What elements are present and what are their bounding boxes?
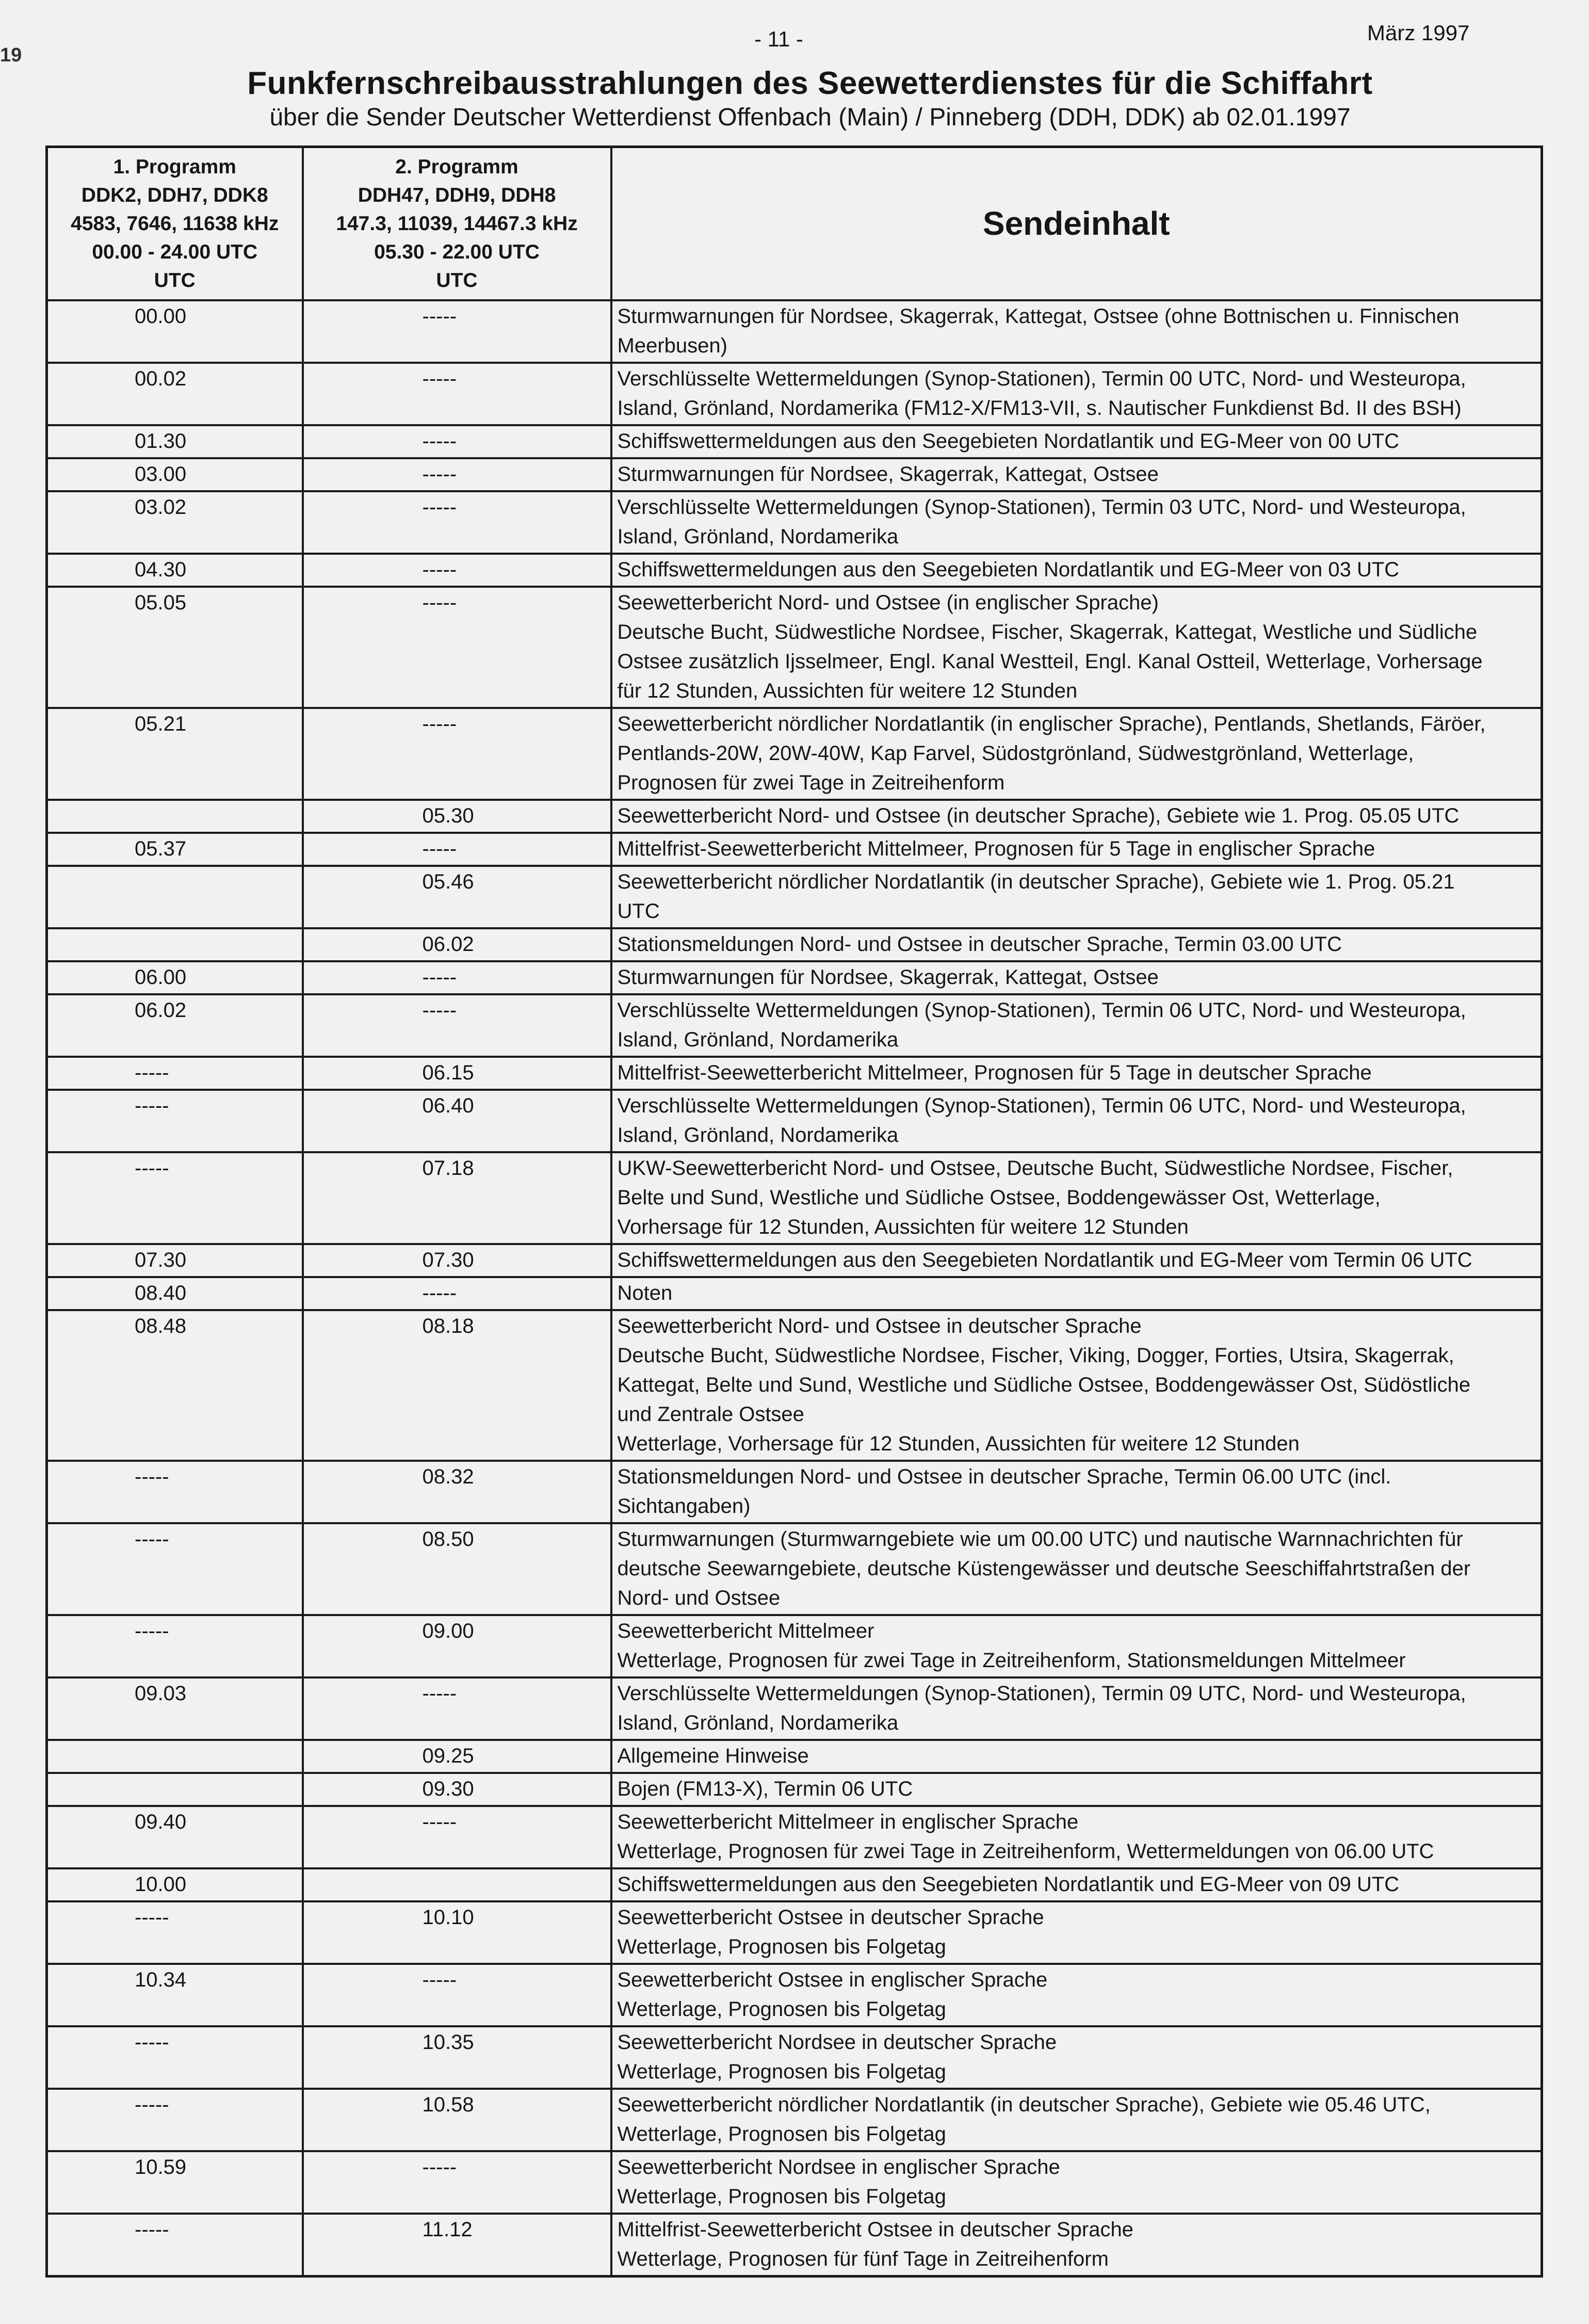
sendeinhalt-line: Schiffswettermeldungen aus den Seegebieten Nordatlantik und EG-Meer von 09 UTC: [617, 1873, 1400, 1896]
time-programm-1: -----: [47, 1057, 303, 1090]
time-programm-1: 06.02: [47, 994, 303, 1057]
sendeinhalt-line: Pentlands-20W, 20W-40W, Kap Farvel, Südostgrönland, Südwestgrönland, Wetterlage,: [617, 742, 1414, 765]
time-programm-1: [47, 1740, 303, 1773]
sendeinhalt-line: Verschlüsselte Wettermeldungen (Synop-Stationen), Termin 06 UTC, Nord- und Westeuropa,: [617, 1094, 1466, 1117]
sendeinhalt-line: Wetterlage, Prognosen bis Folgetag: [617, 2060, 946, 2083]
sendeinhalt-line: Island, Grönland, Nordamerika (FM12-X/FM13-VII, s. Nautischer Funkdienst Bd. II des BSH): [617, 397, 1462, 419]
time-programm-1: 00.02: [47, 363, 303, 425]
time-programm-1: 05.37: [47, 833, 303, 866]
time-programm-1: 06.00: [47, 961, 303, 994]
sendeinhalt-cell: [611, 2026, 1542, 2089]
sendeinhalt-line: und Zentrale Ostsee: [617, 1403, 804, 1426]
table-row: [47, 1244, 1542, 1277]
sendeinhalt-line: Verschlüsselte Wettermeldungen (Synop-Stationen), Termin 06 UTC, Nord- und Westeuropa,: [617, 999, 1466, 1022]
sendeinhalt-cell: [611, 458, 1542, 491]
time-programm-1: 07.30: [47, 1244, 303, 1277]
time-programm-1: 08.48: [47, 1310, 303, 1461]
page-subtitle: über die Sender Deutscher Wetterdienst Offenbach (Main) / Pinneberg (DDH, DDK) ab 02.01.1997: [269, 104, 1351, 131]
sendeinhalt-line: Nord- und Ostsee: [617, 1587, 781, 1609]
sendeinhalt-line: Bojen (FM13-X), Termin 06 UTC: [617, 1778, 913, 1800]
sendeinhalt-line: Meerbusen): [617, 334, 727, 357]
sendeinhalt-line: UTC: [617, 900, 660, 923]
sendeinhalt-cell: [611, 1461, 1542, 1523]
sendeinhalt-cell: [611, 300, 1542, 363]
time-programm-1: 10.34: [47, 1964, 303, 2026]
table-row: [47, 708, 1542, 800]
sendeinhalt-cell: [611, 994, 1542, 1057]
sendeinhalt-cell: [611, 1868, 1542, 1901]
sendeinhalt-cell: [611, 1806, 1542, 1868]
time-programm-1: 10.00: [47, 1868, 303, 1901]
header-programm-2: 2. Programm DDH47, DDH9, DDH8 147.3, 11039, 14467.3 kHz 05.30 - 22.00 UTC UTC: [303, 147, 611, 301]
table-row: [47, 1615, 1542, 1677]
time-programm-1: 01.30: [47, 425, 303, 458]
sendeinhalt-cell: [611, 1310, 1542, 1461]
time-programm-1: 05.21: [47, 708, 303, 800]
time-programm-1: [47, 928, 303, 961]
sendeinhalt-cell: [611, 554, 1542, 587]
time-programm-2: -----: [303, 425, 611, 458]
document-date: März 1997: [1367, 21, 1470, 45]
sendeinhalt-line: Belte und Sund, Westliche und Südliche Ostsee, Boddengewässer Ost, Wetterlage,: [617, 1186, 1381, 1209]
table-row: [47, 363, 1542, 425]
sendeinhalt-line: Verschlüsselte Wettermeldungen (Synop-Stationen), Termin 00 UTC, Nord- und Westeuropa,: [617, 367, 1466, 390]
time-programm-1: 04.30: [47, 554, 303, 587]
table-row: [47, 458, 1542, 491]
table-row: [47, 1773, 1542, 1806]
table-row: [47, 554, 1542, 587]
sendeinhalt-line: Ostsee zusätzlich Ijsselmeer, Engl. Kanal Westteil, Engl. Kanal Ostteil, Wetterlage, Vorhersage: [617, 650, 1483, 673]
table-row: [47, 587, 1542, 708]
sendeinhalt-cell: [611, 1901, 1542, 1964]
table-header-row: [47, 147, 1542, 301]
time-programm-2: 09.30: [303, 1773, 611, 1806]
time-programm-2: -----: [303, 1677, 611, 1740]
sendeinhalt-cell: [611, 1057, 1542, 1090]
sendeinhalt-cell: [611, 1152, 1542, 1244]
sendeinhalt-line: Seewetterbericht Mittelmeer in englischer Sprache: [617, 1811, 1079, 1833]
sendeinhalt-cell: [611, 1615, 1542, 1677]
sendeinhalt-cell: [611, 2151, 1542, 2214]
sendeinhalt-cell: [611, 1277, 1542, 1310]
time-programm-2: 06.40: [303, 1090, 611, 1152]
table-row: [47, 2026, 1542, 2089]
time-programm-2: -----: [303, 708, 611, 800]
table-row: [47, 1057, 1542, 1090]
header-sendeinhalt: Sendeinhalt: [611, 147, 1542, 301]
sendeinhalt-line: deutsche Seewarngebiete, deutsche Küstengewässer und deutsche Seeschiffahrtstraßen der: [617, 1557, 1471, 1580]
sendeinhalt-cell: [611, 1244, 1542, 1277]
sendeinhalt-line: Kattegat, Belte und Sund, Westliche und Südliche Ostsee, Boddengewässer Ost, Südöstliche: [617, 1374, 1471, 1396]
sendeinhalt-line: Sichtangaben): [617, 1495, 751, 1518]
table-row: [47, 2089, 1542, 2151]
sendeinhalt-line: Wetterlage, Vorhersage für 12 Stunden, Aussichten für weitere 12 Stunden: [617, 1432, 1300, 1455]
sendeinhalt-cell: [611, 491, 1542, 554]
table-row: [47, 833, 1542, 866]
time-programm-2: 07.30: [303, 1244, 611, 1277]
sendeinhalt-line: Schiffswettermeldungen aus den Seegebieten Nordatlantik und EG-Meer von 03 UTC: [617, 558, 1400, 581]
time-programm-1: 03.00: [47, 458, 303, 491]
time-programm-1: 00.00: [47, 300, 303, 363]
sendeinhalt-cell: [611, 363, 1542, 425]
sendeinhalt-line: Seewetterbericht Nordsee in deutscher Sprache: [617, 2031, 1057, 2054]
table-row: [47, 1152, 1542, 1244]
sendeinhalt-line: Vorhersage für 12 Stunden, Aussichten für weitere 12 Stunden: [617, 1216, 1189, 1238]
sendeinhalt-line: Wetterlage, Prognosen bis Folgetag: [617, 1998, 946, 2021]
table-row: [47, 1806, 1542, 1868]
time-programm-2: 10.58: [303, 2089, 611, 2151]
sendeinhalt-cell: [611, 1740, 1542, 1773]
sendeinhalt-cell: [611, 833, 1542, 866]
sendeinhalt-line: Wetterlage, Prognosen bis Folgetag: [617, 2123, 946, 2145]
time-programm-1: -----: [47, 1152, 303, 1244]
sendeinhalt-cell: [611, 866, 1542, 928]
time-programm-2: -----: [303, 554, 611, 587]
sendeinhalt-line: Sturmwarnungen für Nordsee, Skagerrak, Kattegat, Ostsee: [617, 463, 1159, 486]
sendeinhalt-line: Prognosen für zwei Tage in Zeitreihenform: [617, 771, 1005, 794]
time-programm-2: 11.12: [303, 2214, 611, 2277]
table-row: [47, 425, 1542, 458]
time-programm-1: -----: [47, 1523, 303, 1615]
time-programm-1: -----: [47, 1615, 303, 1677]
table-row: [47, 994, 1542, 1057]
sendeinhalt-cell: [611, 1523, 1542, 1615]
sendeinhalt-line: Island, Grönland, Nordamerika: [617, 1712, 899, 1734]
sendeinhalt-cell: [611, 425, 1542, 458]
table-row: [47, 928, 1542, 961]
sendeinhalt-line: Wetterlage, Prognosen bis Folgetag: [617, 2185, 946, 2208]
time-programm-1: 08.40: [47, 1277, 303, 1310]
table-row: [47, 1964, 1542, 2026]
time-programm-1: -----: [47, 1461, 303, 1523]
sendeinhalt-cell: [611, 2089, 1542, 2151]
sendeinhalt-line: Verschlüsselte Wettermeldungen (Synop-Stationen), Termin 03 UTC, Nord- und Westeuropa,: [617, 496, 1466, 519]
schedule-rows: [47, 300, 1542, 2277]
time-programm-1: -----: [47, 2214, 303, 2277]
sendeinhalt-line: Deutsche Bucht, Südwestliche Nordsee, Fischer, Viking, Dogger, Forties, Utsira, Skagerrak,: [617, 1344, 1454, 1367]
time-programm-2: 06.02: [303, 928, 611, 961]
time-programm-2: 06.15: [303, 1057, 611, 1090]
sendeinhalt-line: Schiffswettermeldungen aus den Seegebieten Nordatlantik und EG-Meer von 00 UTC: [617, 430, 1400, 453]
sendeinhalt-line: Seewetterbericht Nord- und Ostsee (in englischer Sprache): [617, 591, 1159, 614]
time-programm-2: 08.32: [303, 1461, 611, 1523]
time-programm-2: [303, 1868, 611, 1901]
time-programm-2: -----: [303, 961, 611, 994]
sendeinhalt-line: Seewetterbericht nördlicher Nordatlantik (in englischer Sprache), Pentlands, Shetlands, Färöer,: [617, 713, 1486, 735]
header-programm-1: 1. Programm DDK2, DDH7, DDK8 4583, 7646, 11638 kHz 00.00 - 24.00 UTC UTC: [47, 147, 303, 301]
time-programm-1: 09.40: [47, 1806, 303, 1868]
time-programm-2: -----: [303, 1964, 611, 2026]
sendeinhalt-line: Seewetterbericht Nord- und Ostsee in deutscher Sprache: [617, 1315, 1142, 1337]
time-programm-2: -----: [303, 491, 611, 554]
time-programm-2: -----: [303, 994, 611, 1057]
sendeinhalt-line: Seewetterbericht nördlicher Nordatlantik (in deutscher Sprache), Gebiete wie 05.46 UTC,: [617, 2093, 1431, 2116]
time-programm-1: [47, 866, 303, 928]
sendeinhalt-line: UKW-Seewetterbericht Nord- und Ostsee, Deutsche Bucht, Südwestliche Nordsee, Fischer,: [617, 1157, 1453, 1180]
time-programm-1: [47, 800, 303, 833]
sendeinhalt-line: Sturmwarnungen für Nordsee, Skagerrak, Kattegat, Ostsee: [617, 966, 1159, 989]
sendeinhalt-line: Wetterlage, Prognosen für zwei Tage in Zeitreihenform, Stationsmeldungen Mittelmeer: [617, 1649, 1406, 1672]
table-row: [47, 1277, 1542, 1310]
sendeinhalt-line: Wetterlage, Prognosen für fünf Tage in Zeitreihenform: [617, 2248, 1109, 2270]
time-programm-1: 09.03: [47, 1677, 303, 1740]
sendeinhalt-line: Deutsche Bucht, Südwestliche Nordsee, Fischer, Skagerrak, Kattegat, Westliche und Südliche: [617, 621, 1478, 643]
sendeinhalt-cell: [611, 961, 1542, 994]
time-programm-1: -----: [47, 2089, 303, 2151]
sendeinhalt-line: Sturmwarnungen für Nordsee, Skagerrak, Kattegat, Ostsee (ohne Bottnischen u. Finnischen: [617, 305, 1460, 328]
table-row: [47, 2214, 1542, 2277]
table-row: [47, 1090, 1542, 1152]
time-programm-1: -----: [47, 2026, 303, 2089]
sendeinhalt-cell: [611, 587, 1542, 708]
sendeinhalt-line: Seewetterbericht Nord- und Ostsee (in deutscher Sprache), Gebiete wie 1. Prog. 05.05 UTC: [617, 804, 1460, 827]
sendeinhalt-line: für 12 Stunden, Aussichten für weitere 12 Stunden: [617, 680, 1078, 702]
sendeinhalt-line: Mittelfrist-Seewetterbericht Ostsee in deutscher Sprache: [617, 2218, 1133, 2241]
time-programm-2: 07.18: [303, 1152, 611, 1244]
time-programm-1: [47, 1773, 303, 1806]
sendeinhalt-cell: [611, 1964, 1542, 2026]
sendeinhalt-line: Island, Grönland, Nordamerika: [617, 1028, 899, 1051]
sendeinhalt-cell: [611, 1090, 1542, 1152]
sendeinhalt-line: Noten: [617, 1282, 673, 1304]
sendeinhalt-line: Seewetterbericht nördlicher Nordatlantik (in deutscher Sprache), Gebiete wie 1. Prog. 05.21: [617, 870, 1455, 893]
table-row: [47, 1523, 1542, 1615]
sendeinhalt-line: Stationsmeldungen Nord- und Ostsee in deutscher Sprache, Termin 03.00 UTC: [617, 933, 1342, 956]
sendeinhalt-cell: [611, 1773, 1542, 1806]
time-programm-2: 09.00: [303, 1615, 611, 1677]
table-row: [47, 1868, 1542, 1901]
sendeinhalt-cell: [611, 800, 1542, 833]
sendeinhalt-cell: [611, 1677, 1542, 1740]
time-programm-1: 10.59: [47, 2151, 303, 2214]
sendeinhalt-line: Stationsmeldungen Nord- und Ostsee in deutscher Sprache, Termin 06.00 UTC (incl.: [617, 1465, 1391, 1488]
sendeinhalt-line: Verschlüsselte Wettermeldungen (Synop-Stationen), Termin 09 UTC, Nord- und Westeuropa,: [617, 1682, 1466, 1705]
time-programm-1: -----: [47, 1090, 303, 1152]
table-row: [47, 1740, 1542, 1773]
page-title: Funkfernschreibausstrahlungen des Seewetterdienstes für die Schiffahrt: [247, 66, 1373, 101]
time-programm-1: -----: [47, 1901, 303, 1964]
sendeinhalt-line: Wetterlage, Prognosen bis Folgetag: [617, 1935, 946, 1958]
time-programm-2: 05.46: [303, 866, 611, 928]
time-programm-2: 10.35: [303, 2026, 611, 2089]
sendeinhalt-line: Island, Grönland, Nordamerika: [617, 1124, 899, 1147]
sendeinhalt-line: Island, Grönland, Nordamerika: [617, 525, 899, 548]
sendeinhalt-cell: [611, 928, 1542, 961]
sendeinhalt-line: Allgemeine Hinweise: [617, 1745, 809, 1767]
table-row: [47, 800, 1542, 833]
time-programm-2: -----: [303, 2151, 611, 2214]
time-programm-2: -----: [303, 458, 611, 491]
table-row: [47, 491, 1542, 554]
time-programm-2: -----: [303, 1806, 611, 1868]
table-row: [47, 1677, 1542, 1740]
sendeinhalt-line: Seewetterbericht Nordsee in englischer Sprache: [617, 2156, 1060, 2178]
margin-page-number: 19: [0, 44, 22, 66]
sendeinhalt-line: Mittelfrist-Seewetterbericht Mittelmeer, Prognosen für 5 Tage in englischer Sprache: [617, 837, 1375, 860]
time-programm-2: 08.50: [303, 1523, 611, 1615]
sendeinhalt-line: Seewetterbericht Ostsee in englischer Sprache: [617, 1968, 1048, 1991]
sendeinhalt-line: Seewetterbericht Ostsee in deutscher Sprache: [617, 1906, 1044, 1929]
sendeinhalt-line: Sturmwarnungen (Sturmwarngebiete wie um 00.00 UTC) und nautische Warnnachrichten für: [617, 1528, 1463, 1551]
table-row: [47, 1901, 1542, 1964]
page-number: - 11 -: [754, 27, 803, 51]
sendeinhalt-line: Schiffswettermeldungen aus den Seegebieten Nordatlantik und EG-Meer vom Termin 06 UTC: [617, 1249, 1472, 1271]
time-programm-2: -----: [303, 363, 611, 425]
time-programm-2: -----: [303, 587, 611, 708]
table-row: [47, 1310, 1542, 1461]
table-row: [47, 961, 1542, 994]
time-programm-2: 05.30: [303, 800, 611, 833]
time-programm-2: -----: [303, 833, 611, 866]
time-programm-1: 05.05: [47, 587, 303, 708]
time-programm-2: 10.10: [303, 1901, 611, 1964]
time-programm-2: -----: [303, 300, 611, 363]
table-row: [47, 866, 1542, 928]
time-programm-2: 09.25: [303, 1740, 611, 1773]
sendeinhalt-line: Wetterlage, Prognosen für zwei Tage in Zeitreihenform, Wettermeldungen von 06.00 UTC: [617, 1840, 1434, 1863]
table-row: [47, 1461, 1542, 1523]
table-row: [47, 2151, 1542, 2214]
time-programm-1: 03.02: [47, 491, 303, 554]
sendeinhalt-cell: [611, 2214, 1542, 2277]
broadcast-schedule-table: [45, 146, 1543, 2278]
time-programm-2: 08.18: [303, 1310, 611, 1461]
time-programm-2: -----: [303, 1277, 611, 1310]
sendeinhalt-line: Seewetterbericht Mittelmeer: [617, 1620, 874, 1642]
sendeinhalt-line: Mittelfrist-Seewetterbericht Mittelmeer, Prognosen für 5 Tage in deutscher Sprache: [617, 1061, 1372, 1084]
table-row: [47, 300, 1542, 363]
sendeinhalt-cell: [611, 708, 1542, 800]
